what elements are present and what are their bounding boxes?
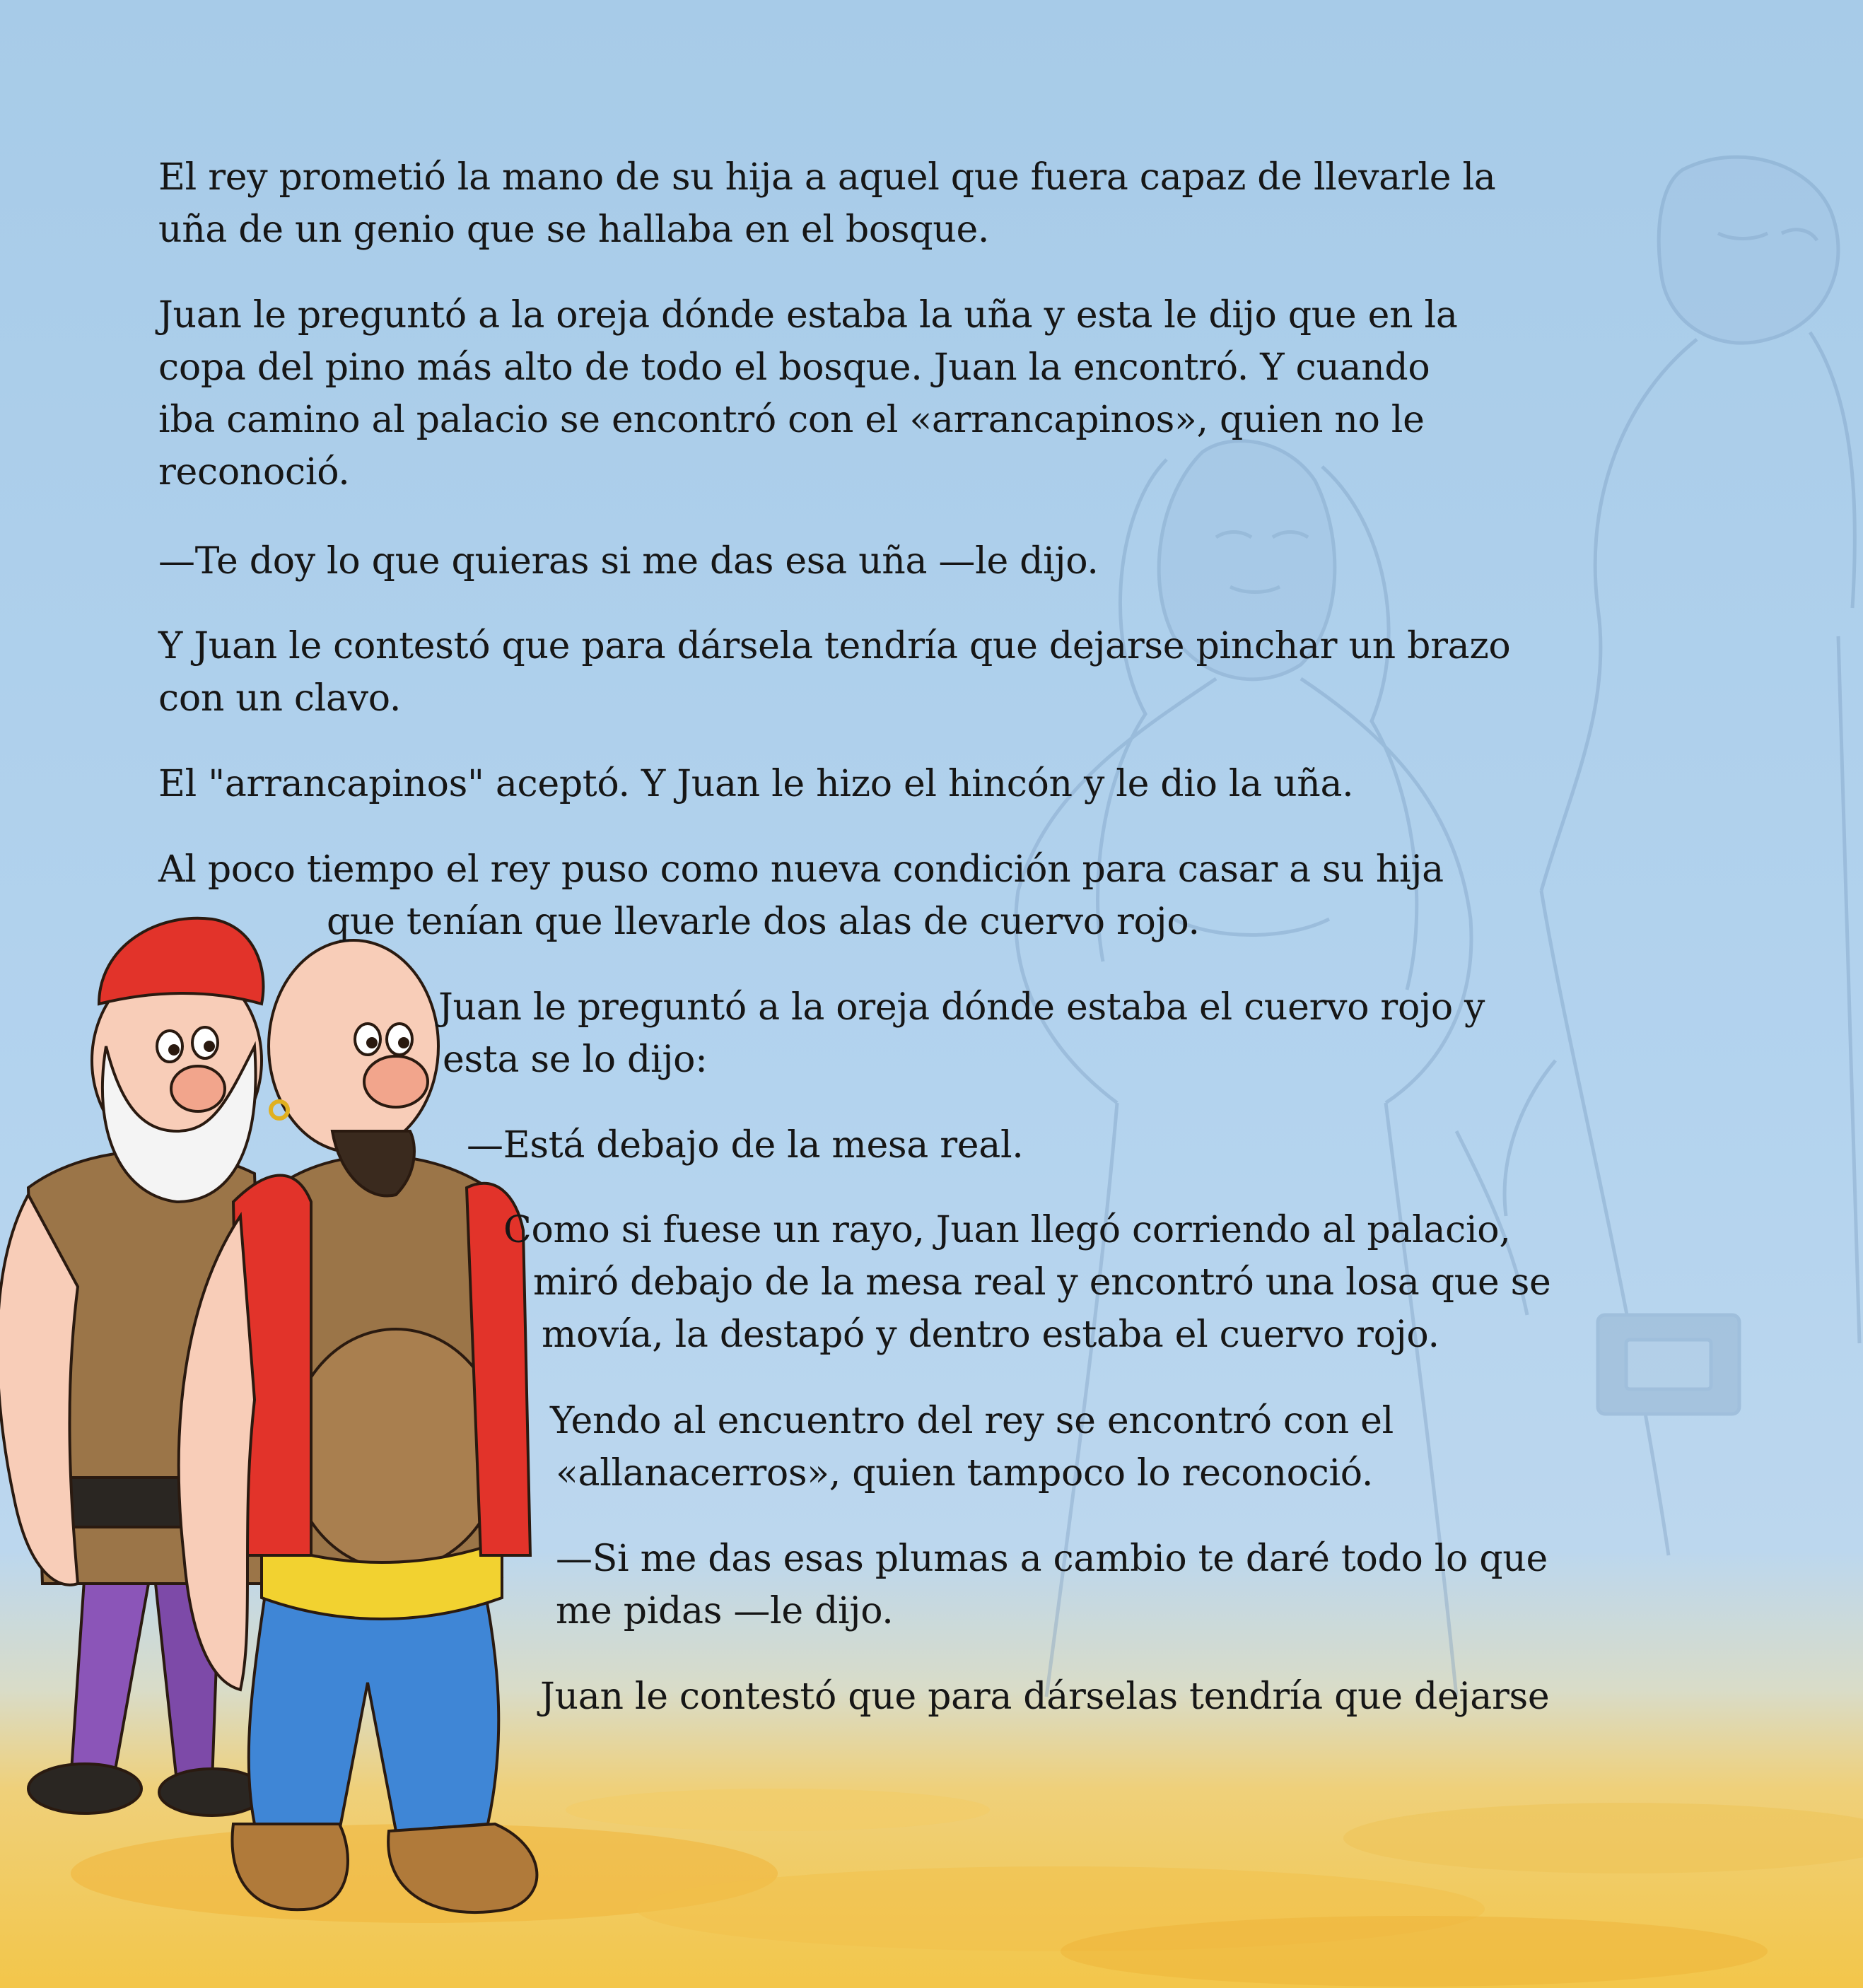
text-line: —Te doy lo que quieras si me das esa uña —le dijo. xyxy=(158,540,1099,583)
text-line: El rey prometió la mano de su hija a aquel que fuera capaz de llevarle la xyxy=(158,156,1496,199)
text-line: Al poco tiempo el rey puso como nueva condición para casar a su hija xyxy=(158,848,1444,891)
text-line: con un clavo. xyxy=(158,677,402,720)
paragraph xyxy=(540,1671,1549,1723)
paragraph xyxy=(158,843,1444,948)
text-line: Como si fuese un rayo, Juan llegó corriendo al palacio, xyxy=(503,1209,1511,1251)
text-line: iba camino al palacio se encontró con el «arrancapinos», quien no le xyxy=(158,399,1425,441)
text-line: Juan le preguntó a la oreja dónde estaba la uña y esta le dijo que en la xyxy=(158,294,1458,337)
text-line: que tenían que llevarle dos alas de cuervo rojo. xyxy=(327,901,1200,943)
paragraph xyxy=(158,535,1099,587)
paragraph xyxy=(550,1395,1394,1499)
text-line: me pidas —le dijo. xyxy=(556,1590,894,1632)
text-line: reconoció. xyxy=(158,451,350,493)
text-line: uña de un genio que se hallaba en el bosque. xyxy=(158,209,990,251)
paragraph xyxy=(158,620,1510,725)
text-line: Yendo al encuentro del rey se encontró con el xyxy=(550,1400,1394,1442)
text-line: Juan le contestó que para dárselas tendría que dejarse xyxy=(540,1676,1550,1718)
text-line: miró debajo de la mesa real y encontró una losa que se xyxy=(533,1261,1551,1304)
text-line: esta se lo dijo: xyxy=(443,1039,708,1081)
paragraph xyxy=(438,981,1485,1086)
paragraph xyxy=(158,151,1496,256)
text-line: Juan le preguntó a la oreja dónde estaba el cuervo rojo y xyxy=(438,986,1485,1029)
text-line: —Si me das esas plumas a cambio te daré todo lo que xyxy=(556,1538,1548,1580)
paragraph xyxy=(158,758,1353,810)
paragraph xyxy=(556,1533,1548,1637)
paragraph xyxy=(158,289,1458,498)
text-line: Y Juan le contestó que para dársela tendría que dejarse pinchar un brazo xyxy=(158,625,1511,667)
paragraph xyxy=(467,1119,1024,1171)
text-line: movía, la destapó y dentro estaba el cuervo rojo. xyxy=(542,1314,1439,1356)
paragraph xyxy=(503,1204,1550,1361)
text-line: copa del pino más alto de todo el bosque. Juan la encontró. Y cuando xyxy=(158,346,1430,389)
text-line: «allanacerros», quien tampoco lo reconoció. xyxy=(556,1452,1374,1495)
text-line: El "arrancapinos" aceptó. Y Juan le hizo el hincón y le dio la uña. xyxy=(158,763,1354,805)
text-line: —Está debajo de la mesa real. xyxy=(467,1124,1024,1167)
